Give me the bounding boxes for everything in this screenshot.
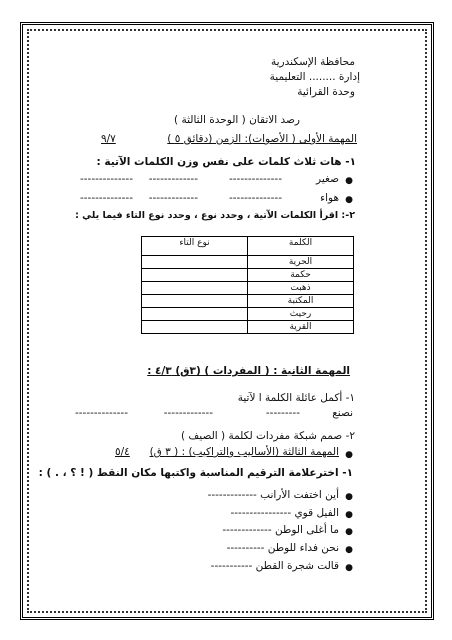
answer-cell[interactable] (142, 295, 248, 308)
task3-heading: المهمة الثالثة (الأساليب والتراكيب) : ( ٣ ق) (149, 446, 339, 458)
table-word: رحيث (248, 308, 354, 321)
task1-score: ٩/٧ (101, 133, 116, 145)
bullet-icon: ● (345, 510, 353, 520)
bullet-icon: ● (345, 527, 353, 537)
task2-question1: ١- أكمل عائلة الكلمة ا لآتية (237, 392, 355, 404)
answer-cell[interactable] (142, 256, 248, 269)
answer-cell[interactable] (142, 269, 248, 282)
table-row (142, 308, 354, 321)
bullet-icon: ● (345, 545, 353, 555)
table-row (142, 282, 354, 295)
answer-blank[interactable]: ------------- (163, 407, 213, 419)
column-header-word: الكلمة (248, 237, 354, 256)
word-item: هواء (320, 192, 339, 204)
administration-line: إدارة ........ التعليمية (269, 71, 360, 83)
bullet-icon: ● (345, 563, 353, 573)
table-word: حكمة (248, 269, 354, 282)
task1-question1: ١- هات ثلاث كلمات على نفس وزن الكلمات الآتية : (96, 156, 356, 168)
table-row (142, 269, 354, 282)
punctuation-sentence[interactable]: أين اختفت الأرانب ------------- (207, 489, 339, 501)
unit-line: وحدة القرائية (297, 86, 355, 98)
answer-blank[interactable]: -------------- (228, 192, 282, 204)
table-word: الحرية (248, 256, 354, 269)
table-word: القرية (248, 321, 354, 334)
answer-cell[interactable] (142, 308, 248, 321)
punctuation-sentence[interactable]: نحن فداء للوطن ---------- (226, 542, 339, 554)
answer-blank[interactable]: -------------- (79, 173, 133, 185)
answer-blank[interactable]: -------------- (228, 173, 282, 185)
answer-cell[interactable] (142, 321, 248, 334)
table-word: المكتبة (248, 295, 354, 308)
answer-blank[interactable]: -------------- (74, 407, 128, 419)
task1-question2: ٢-: اقرأ الكلمات الآتية ، وحدد نوع ، وحدد نوع التاء فيما يلي : (75, 210, 355, 221)
answer-blank[interactable]: -------------- (79, 192, 133, 204)
page-title: رصد الاتقان ( الوحدة الثالثة ) (174, 114, 300, 126)
bullet-icon: ● (345, 450, 353, 460)
table-row (142, 256, 354, 269)
task3-score: ٥/٤ (115, 446, 130, 458)
bullet-icon: ● (345, 492, 353, 502)
punctuation-sentence[interactable]: ما أغلى الوطن ------------- (222, 524, 339, 536)
table-row (142, 321, 354, 334)
bullet-icon: ● (345, 176, 353, 186)
table-row (142, 295, 354, 308)
task1-heading: المهمة الأولى ( الأصوات): الزمن (دقائق ٥ ) (167, 133, 357, 145)
bullet-icon: ● (345, 195, 353, 205)
column-header-taa-type: نوع التاء (142, 237, 248, 256)
task2-heading: المهمة الثانية : ( المفردات ) (٣ق) ٤/٣ : (147, 365, 350, 377)
task3-question1: ١- اخترعلامة الترقيم المناسبة واكتبها مكان النقط ( ! ؟ ، . ) : (38, 467, 353, 479)
answer-cell[interactable] (142, 282, 248, 295)
table-word: ذهبت (248, 282, 354, 295)
answer-blank[interactable]: --------- (265, 407, 300, 419)
task2-question2: ٢- صمم شبكة مفردات لكلمة ( الصيف ) (181, 430, 355, 442)
word-item: صغير (316, 173, 339, 185)
governorate-line: محافظة الإسكندرية (270, 56, 355, 68)
punctuation-sentence[interactable]: قالت شجرة القطن ----------- (210, 560, 339, 572)
family-word: نصنع (332, 407, 353, 419)
punctuation-sentence[interactable]: الفيل قوي ---------------- (230, 507, 339, 519)
answer-blank[interactable]: ------------- (148, 192, 198, 204)
answer-blank[interactable]: ------------- (148, 173, 198, 185)
taa-type-table (141, 236, 354, 334)
